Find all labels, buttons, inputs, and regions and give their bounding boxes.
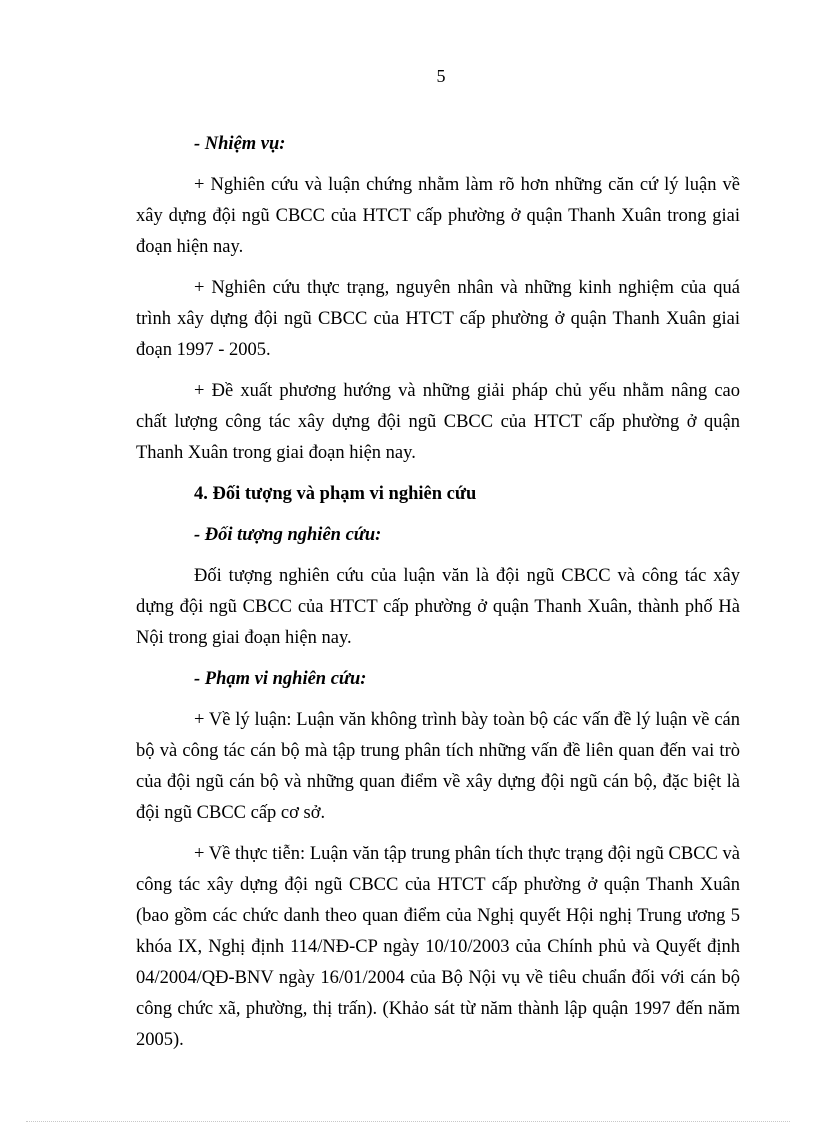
page-number: 5 [436,66,446,86]
doi-tuong-heading: - Đối tượng nghiên cứu: [194,525,382,545]
nhiem-vu-item: + Đề xuất phương hướng và những giải pháp chủ yếu nhằm nâng cao chất lượng công tác xây dựng đội ngũ CBCC của HTCT cấp phường ở quận Thanh Xuân trong giai đoạn hiện nay. [136,381,740,463]
pham-vi-item: + Về lý luận: Luận văn không trình bày toàn bộ các vấn đề lý luận về cán bộ và công tác cán bộ mà tập trung phân tích những vấn đề liên quan đến vai trò của đội ngũ cán bộ và những quan điểm về xây dựng đội ngũ cán bộ, đặc biệt là đội ngũ CBCC cấp cơ sở. [136,710,740,823]
page-bottom-divider [26,1121,790,1122]
document-body [136,129,740,1066]
pham-vi-item: + Về thực tiễn: Luận văn tập trung phân tích thực trạng đội ngũ CBCC và công tác xây dựng đội ngũ CBCC của HTCT cấp phường ở quận Thanh Xuân (bao gồm các chức danh theo quan điểm của Nghị quyết Hội nghị Trung ương 5 khóa IX, Nghị định 114/NĐ-CP ngày 10/10/2003 của Chính phủ và Quyết định 04/2004/QĐ-BNV ngày 16/01/2004 của Bộ Nội vụ về tiêu chuẩn đối với cán bộ công chức xã, phường, thị trấn). (Khảo sát từ năm thành lập quận 1997 đến năm 2005). [136,844,740,1050]
doi-tuong-paragraph: Đối tượng nghiên cứu của luận văn là đội ngũ CBCC và công tác xây dựng đội ngũ CBCC của HTCT cấp phường ở quận Thanh Xuân, thành phố Hà Nội trong giai đoạn hiện nay. [136,566,740,648]
nhiem-vu-heading: - Nhiệm vụ: [194,134,286,154]
nhiem-vu-item: + Nghiên cứu và luận chứng nhằm làm rõ hơn những căn cứ lý luận về xây dựng đội ngũ CBCC của HTCT cấp phường ở quận Thanh Xuân trong giai đoạn hiện nay. [136,175,740,257]
nhiem-vu-item: + Nghiên cứu thực trạng, nguyên nhân và những kinh nghiệm của quá trình xây dựng đội ngũ CBCC của HTCT cấp phường ở quận Thanh Xuân giai đoạn 1997 - 2005. [136,278,740,360]
section-4-heading: 4. Đối tượng và phạm vi nghiên cứu [194,484,477,504]
pham-vi-heading: - Phạm vi nghiên cứu: [194,669,367,689]
